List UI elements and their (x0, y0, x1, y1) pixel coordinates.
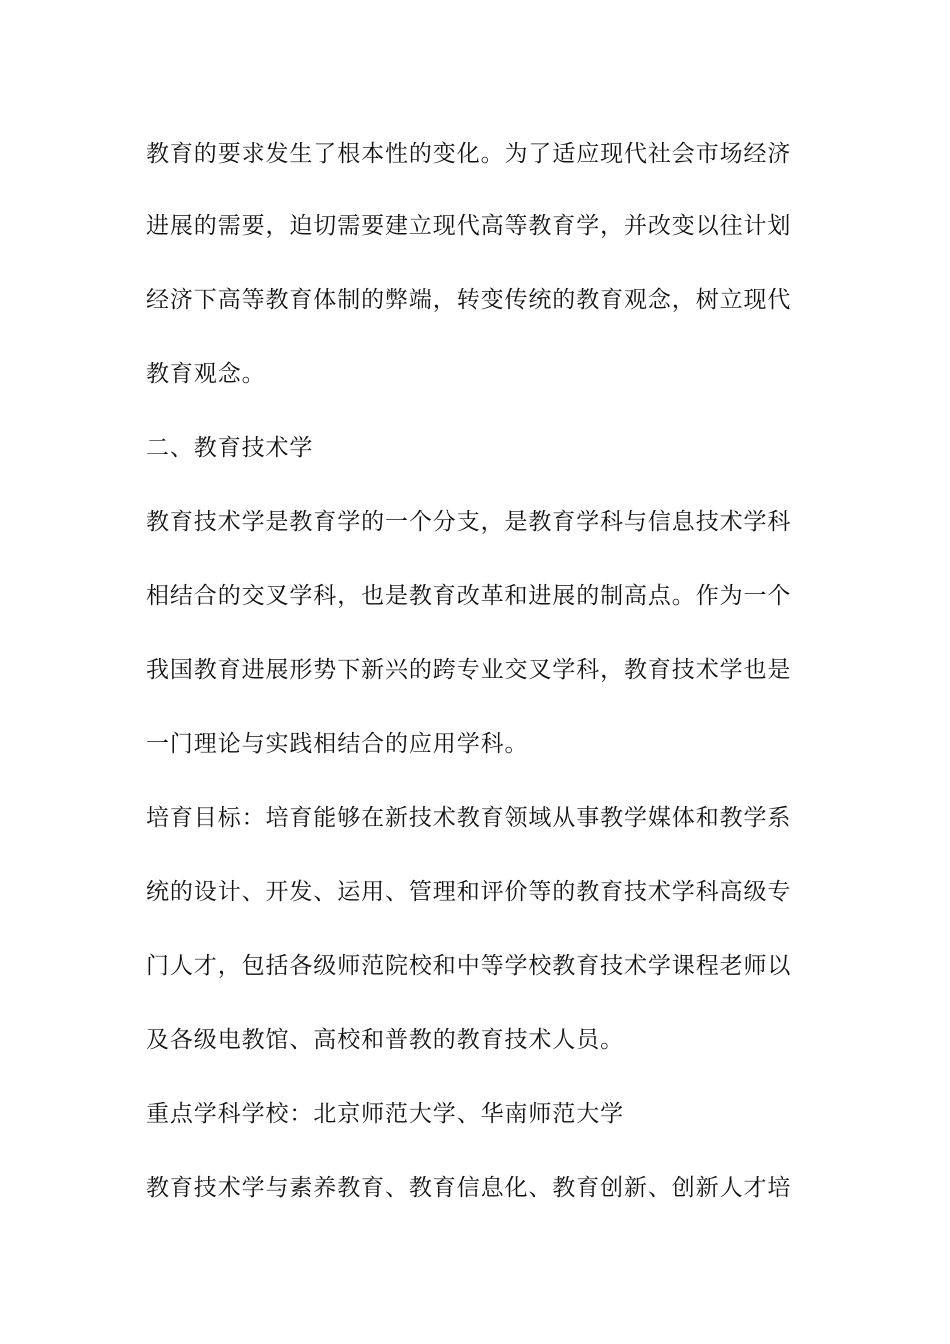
paragraph-line: 教育技术学是教育学的一个分支，是教育学科与信息技术学科 (146, 509, 792, 535)
paragraph-line: 培育目标：培育能够在新技术教育领域从事教学媒体和教学系 (146, 805, 792, 831)
paragraph-line: 一门理论与实践相结合的应用学科。 (146, 731, 529, 757)
paragraph-line: 统的设计、开发、运用、管理和评价等的教育技术学科高级专 (146, 879, 792, 905)
paragraph-line: 教育技术学与素养教育、教育信息化、教育创新、创新人才培 (146, 1175, 792, 1201)
paragraph-line: 我国教育进展形势下新兴的跨专业交叉学科，教育技术学也是 (146, 657, 792, 683)
paragraph-line: 教育的要求发生了根本性的变化。为了适应现代社会市场经济 (146, 141, 792, 167)
paragraph-line: 进展的需要，迫切需要建立现代高等教育学，并改变以往计划 (146, 213, 792, 239)
paragraph-line: 相结合的交叉学科，也是教育改革和进展的制高点。作为一个 (146, 583, 792, 609)
paragraph-line: 教育观念。 (146, 361, 266, 387)
paragraph-line: 经济下高等教育体制的弊端，转变传统的教育观念，树立现代 (146, 287, 792, 313)
paragraph-line: 及各级电教馆、高校和普教的教育技术人员。 (146, 1027, 624, 1053)
paragraph-line: 门人才，包括各级师范院校和中等学校教育技术学课程老师以 (146, 953, 792, 979)
section-heading: 二、教育技术学 (146, 435, 314, 461)
paragraph-line: 重点学科学校：北京师范大学、华南师范大学 (146, 1101, 624, 1127)
